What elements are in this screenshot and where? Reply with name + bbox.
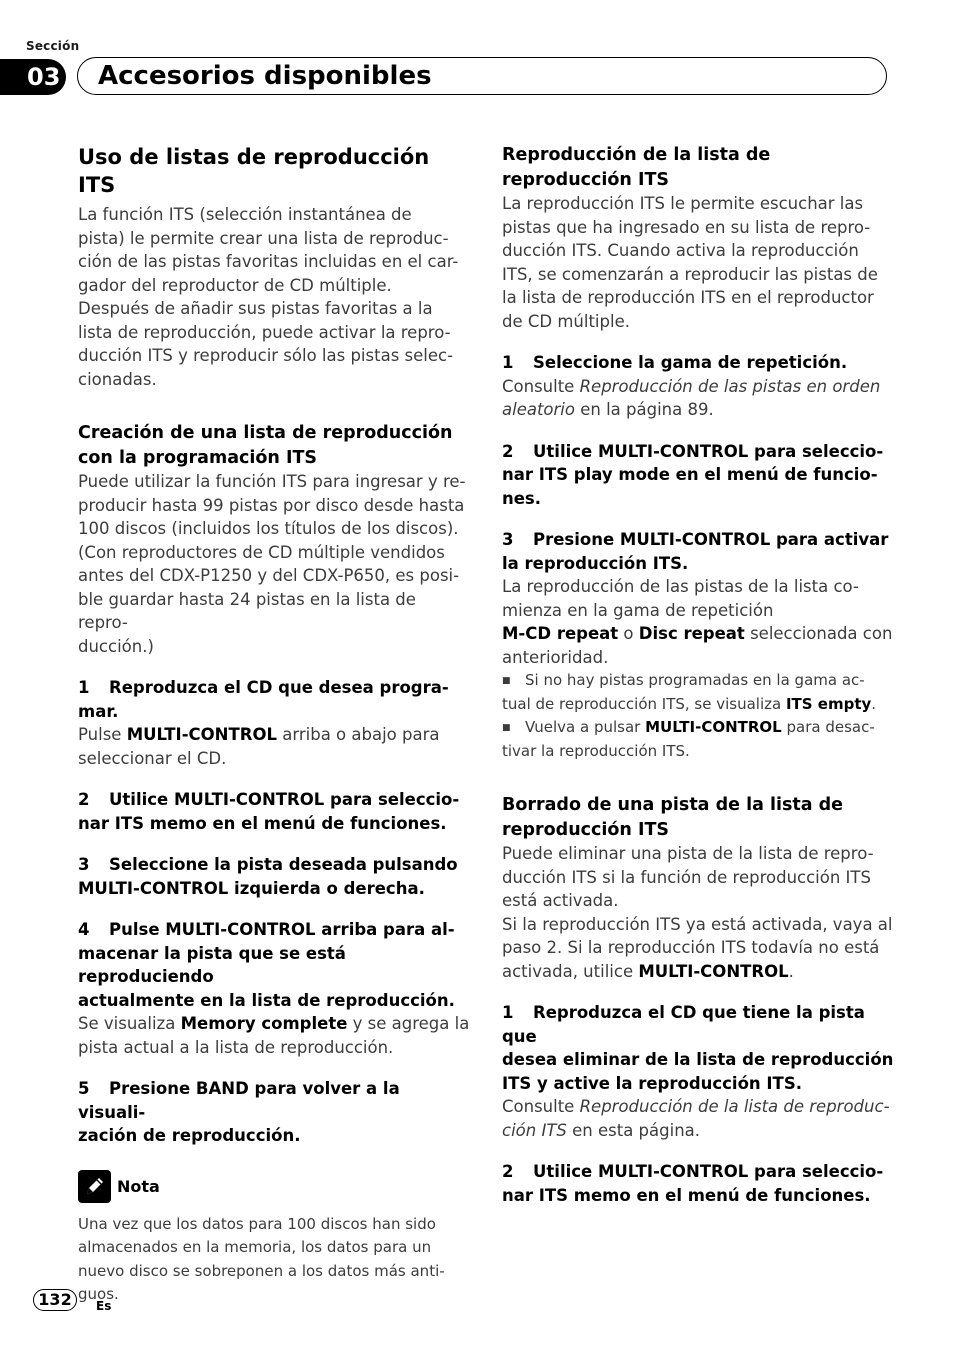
page-number: 132 — [33, 1289, 77, 1311]
heading-its-playback: Reproducción de la lista de reproducción ITS — [502, 145, 771, 190]
step-1: 1 Reproduzca el CD que desea progra- mar. Pulse MULTI-CONTROL arriba o abajo para seleccionar el CD. — [78, 678, 449, 768]
note-label: Nota — [117, 1176, 160, 1196]
playback-step-1: 1 Seleccione la gama de repetición. Consulte Reproducción de las pistas en orden aleatorio en la página 89. — [502, 353, 881, 419]
section-number: 03 — [27, 63, 61, 91]
its-playback-paragraph: La reproducción ITS le permite escuchar las pistas que ha ingresado en su lista de repro- ducción ITS. Cuando activa la reproducción ITS, se comenzarán a reproducir las pistas de la lista de reproducción ITS en el reproductor de CD múltiple. — [502, 194, 878, 331]
step-3: 3 Seleccione la pista deseada pulsando MULTI-CONTROL izquierda o derecha. — [78, 855, 458, 898]
delete-step-1: 1 Reproduzca el CD que tiene la pista que desea eliminar de la lista de reproducción ITS y active la reproducción ITS. Consulte Reproducción de la lista de reproduc- ción ITS en esta página. — [502, 1003, 894, 1140]
heading-delete-track: Borrado de una pista de la lista de reproducción ITS — [502, 795, 844, 840]
step-5: 5 Presione BAND para volver a la visuali- zación de reproducción. — [78, 1079, 400, 1145]
section-label: Sección — [26, 39, 80, 53]
square-bullet-icon: ■ — [502, 676, 511, 686]
creation-paragraph: Puede utilizar la función ITS para ingresar y re- producir hasta 99 pistas por disco desde hasta 100 discos (incluidos los títulos de los discos). (Con reproductores de CD múltiple vendidos antes del CDX-P1250 y del CDX-P650, es posi- ble guardar hasta 24 pistas en la lista de repro- ducción.) — [78, 472, 466, 656]
subheading-creation: Creación de una lista de reproducción con la programación ITS — [78, 423, 453, 468]
pencil-icon — [78, 1170, 111, 1203]
right-column — [502, 143, 894, 1207]
note-block: Nota Una vez que los datos para 100 discos han sido almacenados en la memoria, los datos para un nuevo disco se sobreponen a los datos más anti- guos. — [78, 1170, 470, 1307]
page-title: Accesorios disponibles — [98, 61, 432, 91]
bullet-deactivate: ■ Vuelva a pulsar MULTI-CONTROL para desac- tivar la reproducción ITS. — [502, 718, 875, 760]
section-heading: Uso de listas de reproducción ITS — [78, 145, 430, 197]
delete-step-2: 2 Utilice MULTI-CONTROL para seleccio- nar ITS memo en el menú de funciones. — [502, 1162, 884, 1205]
playback-step-2: 2 Utilice MULTI-CONTROL para seleccio- nar ITS play mode en el menú de funcio- nes. — [502, 441, 884, 508]
language-code: Es — [96, 1299, 112, 1313]
square-bullet-icon: ■ — [502, 723, 511, 733]
left-column — [78, 143, 470, 1307]
bullet-its-empty: ■ Si no hay pistas programadas en la gama ac- tual de reproducción ITS, se visualiza ITS empty. — [502, 671, 877, 713]
delete-paragraph: Puede eliminar una pista de la lista de repro- ducción ITS si la función de reproducción ITS está activada. Si la reproducción ITS ya está activada, vaya al paso 2. Si la reproducción ITS todavía no está activada, utilice MULTI-CONTROL. — [502, 844, 893, 981]
intro-paragraph: La función ITS (selección instantánea de pista) le permite crear una lista de reproduc- ción de las pistas favoritas incluidas en el car- gador del reproductor de CD múltiple. Después de añadir sus pistas favoritas a la lista de reproducción, puede activar la repro- ducción ITS y reproducir sólo las pistas selec- cionadas. — [78, 205, 459, 389]
step-2: 2 Utilice MULTI-CONTROL para seleccio- nar ITS memo en el menú de funciones. — [78, 790, 460, 833]
step-4: 4 Pulse MULTI-CONTROL arriba para al- macenar la pista que se está reproduciendo actualmente en la lista de reproducción. Se visualiza Memory complete y se agrega la pista actual a la lista de reproducción. — [78, 920, 470, 1057]
playback-step-3: 3 Presione MULTI-CONTROL para activar la reproducción ITS. La reproducción de las pistas de la lista co- mienza en la gama de repetición M-CD repeat o Disc repeat seleccionada con anterioridad. ■ Si no hay pistas programadas en la gama ac- tual de reproducción ITS, se visualiza ITS empty. ■ Vuelva a pulsar MULTI-CONTROL para desac- tivar la reproducción ITS. — [502, 528, 894, 763]
